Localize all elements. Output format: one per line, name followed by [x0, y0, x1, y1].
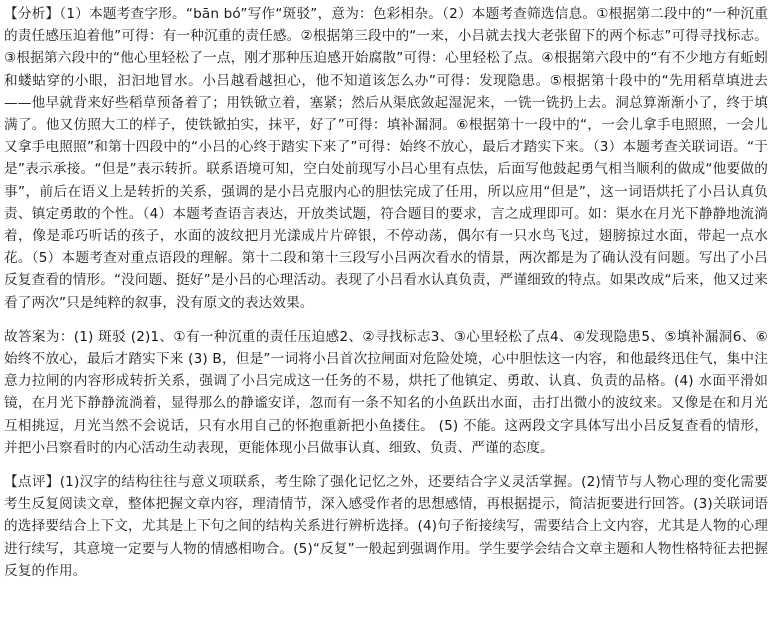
comment-paragraph: 【点评】(1)汉字的结构往往与意义项联系，考生除了强化记忆之外，还要结合字义灵活掌握。(2)情节与人物心理的变化需要考生反复阅读文章，整体把握文章内容，理清情节，深入感受作者的思想感情，再根据提示，简洁扼要进行回答。(3)关联词语的选择要结合上下文，尤其是上下句之间的结构关系进行辨析选择。(4)句子衔接续写，需要结合上文内容，尤其是人物的心理进行续写，其意境一定要与人物的情感相吻合。(5)“反复”一般起到强调作用。学生要学会结合文章主题和人物性格特征去把握反复的作用。 — [4, 474, 768, 579]
answer-paragraph: 故答案为：(1) 斑驳 (2)1、①有一种沉重的责任压迫感2、②寻找标志3、③心里轻松了点4、④发现隐患5、⑤填补漏洞6、⑥始终不放心，最后才踏实下来 (3) B，但是”一词将小吕首次拉闸面对危险处境，心中胆怯这一内容，和他最终迅住气，集中注意力拉闸的内容形成转折关系，强调了小吕完成这一任务的不易，烘托了他镇定、勇敢、认真、负责的品格。(4) 水面平滑如镜，在月光下静静流淌着，显得那么的静谧安详，忽而有一条不知名的小鱼跃出水面，击打出微小的波纹来。又像是在和月光互相挑逗，月光当然不会说话，只有水用自己的怀抱重新把小鱼搂住。 (5) 不能。这两段文字具体写出小吕反复查看的情形，并把小吕察看时的内心活动生动表现，更能体现小吕做事认真、细致、负责、严谨的态度。 — [4, 328, 768, 456]
analysis-paragraph: 【分析】（1）本题考查字形。“bān bó”写作“斑驳”，意为：色彩相杂。（2）本题考查筛选信息。①根据第二段中的“一种沉重的责任感压迫着他”可得：有一种沉重的责任感。②根据第三段中的“一来，小吕就去找大老张留下的两个标志”可得寻找标志。③根据第六段中的“他心里轻松了一点，刚才那种压迫感开始腐散”可得：心里轻松了点。④根据第六段中的“有不少地方有蚯蚓和蝼蛄穿的小眼，汩汩地冒水。小吕越看越担心，他不知道该怎么办”可得：发现隐患。⑤根据第十段中的“先用稻草填进去——他早就背来好些稻草预备着了；用铁锨立着，塞紧；然后从渠底敛起湿泥来，一铣一铣扔上去。洞总算渐渐小了，终于填满了。他又仿照大工的样子，使铁锨拍实，抹平，好了”可得：填补漏洞。⑥根据第十一段中的“，一会儿拿手电照照，一会儿又拿手电照照”和第十四段中的“小吕的心终于踏实下来了”可得：始终不放心，最后才踏实下来。（3）本题考查关联词语。“于是”表示承接。“但是”表示转折。联系语境可知，空白处前现写小吕心里有点怯，后面写他鼓起勇气相当顺利的做成“他要做的事”，前后在语义上是转折的关系，强调的是小吕克服内心的胆怯完成了任用，所以应用“但是”，这一词语烘托了小吕认真负责、镇定勇敢的个性。（4）本题考查语言表达，开放类试题，符合题目的要求，言之成理即可。如：渠水在月光下静静地流淌着，像是乖巧听话的孩子，水面的波纹把月光漾成片片碎银，不停动荡，偶尔有一只水鸟飞过，翅膀掠过水面，带起一点水花。（5）本题考查对重点语段的理解。第十二段和第十三段写小吕两次看水的情景，两次都是为了确认没有问题。写出了小吕反复查看的情形。“没问题、挺好”是小吕的心理活动。表现了小吕看水认真负责，严谨细致的特点。如果改成“后来，他又过来看了两次”只是纯粹的叙事，没有原文的表达效果。 — [4, 6, 768, 311]
paragraph-spacer — [4, 314, 768, 326]
paragraph-spacer — [4, 459, 768, 471]
